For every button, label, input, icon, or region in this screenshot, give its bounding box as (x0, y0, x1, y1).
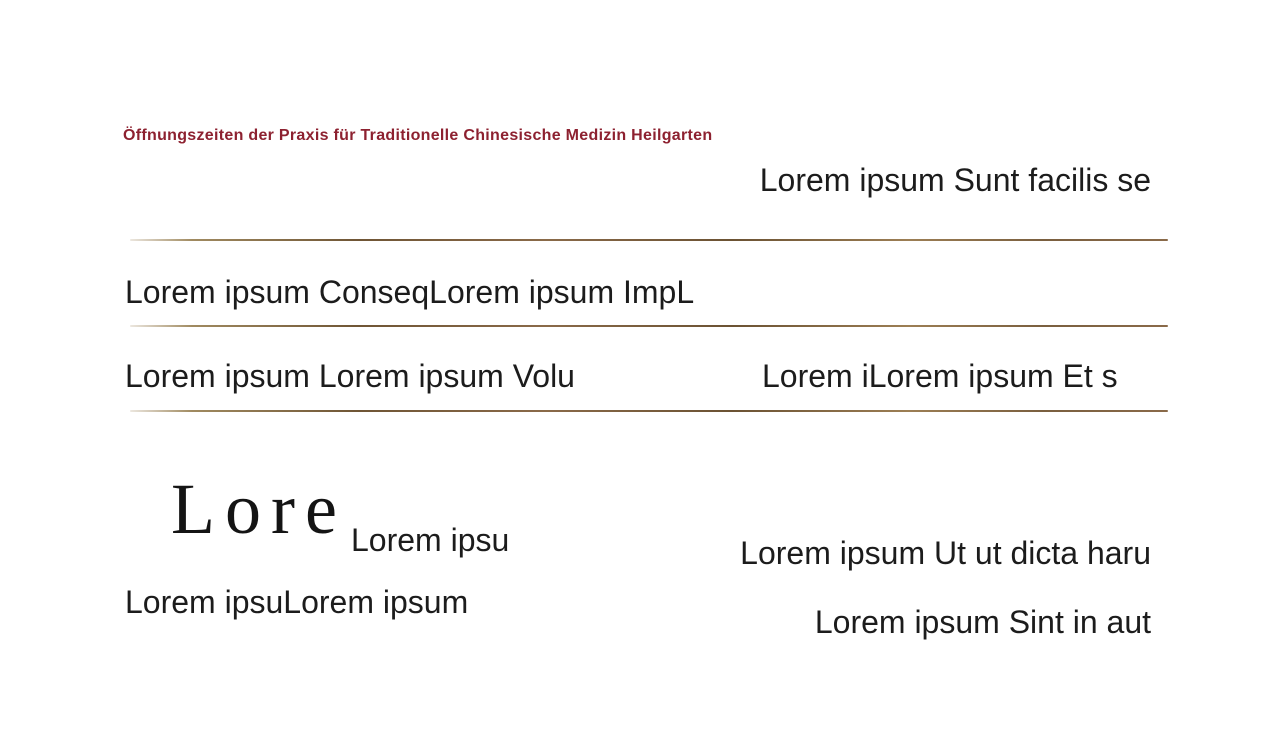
divider (130, 325, 1168, 327)
divider (130, 410, 1168, 412)
content-left-line-link[interactable]: Lorem ipsum (283, 584, 469, 620)
content-heading-large: Lore (171, 469, 347, 549)
menu-link-lorem-i[interactable]: Lorem i (762, 358, 869, 394)
content-right-line-1: Lorem ipsum Ut ut dicta haru (740, 535, 1151, 571)
menu-link-et-s[interactable]: Lorem ipsum Et s (868, 358, 1118, 394)
menu-link-volu[interactable]: Lorem ipsum Lorem ipsum Volu (125, 358, 575, 394)
content-right-line-2: Lorem ipsum Sint in aut (814, 604, 1151, 640)
menu-link-impl[interactable]: Lorem ipsum ImpL (429, 274, 695, 310)
menu-row-1 (125, 273, 694, 311)
menu-row-2-left (125, 357, 575, 395)
divider (130, 239, 1168, 241)
content-left-line-text: Lorem ipsu (125, 584, 284, 620)
menu-link-conseq[interactable]: Lorem ipsum Conseq (125, 274, 430, 310)
header-slogan: Lorem ipsum Sunt facilis se (759, 162, 1151, 198)
content-heading-sub: Lorem ipsu (351, 522, 510, 558)
content-left-line (125, 583, 468, 621)
page-title: Öffnungszeiten der Praxis für Traditionelle Chinesische Medizin Heilgarten (123, 127, 713, 144)
menu-row-2-right (762, 357, 1118, 395)
